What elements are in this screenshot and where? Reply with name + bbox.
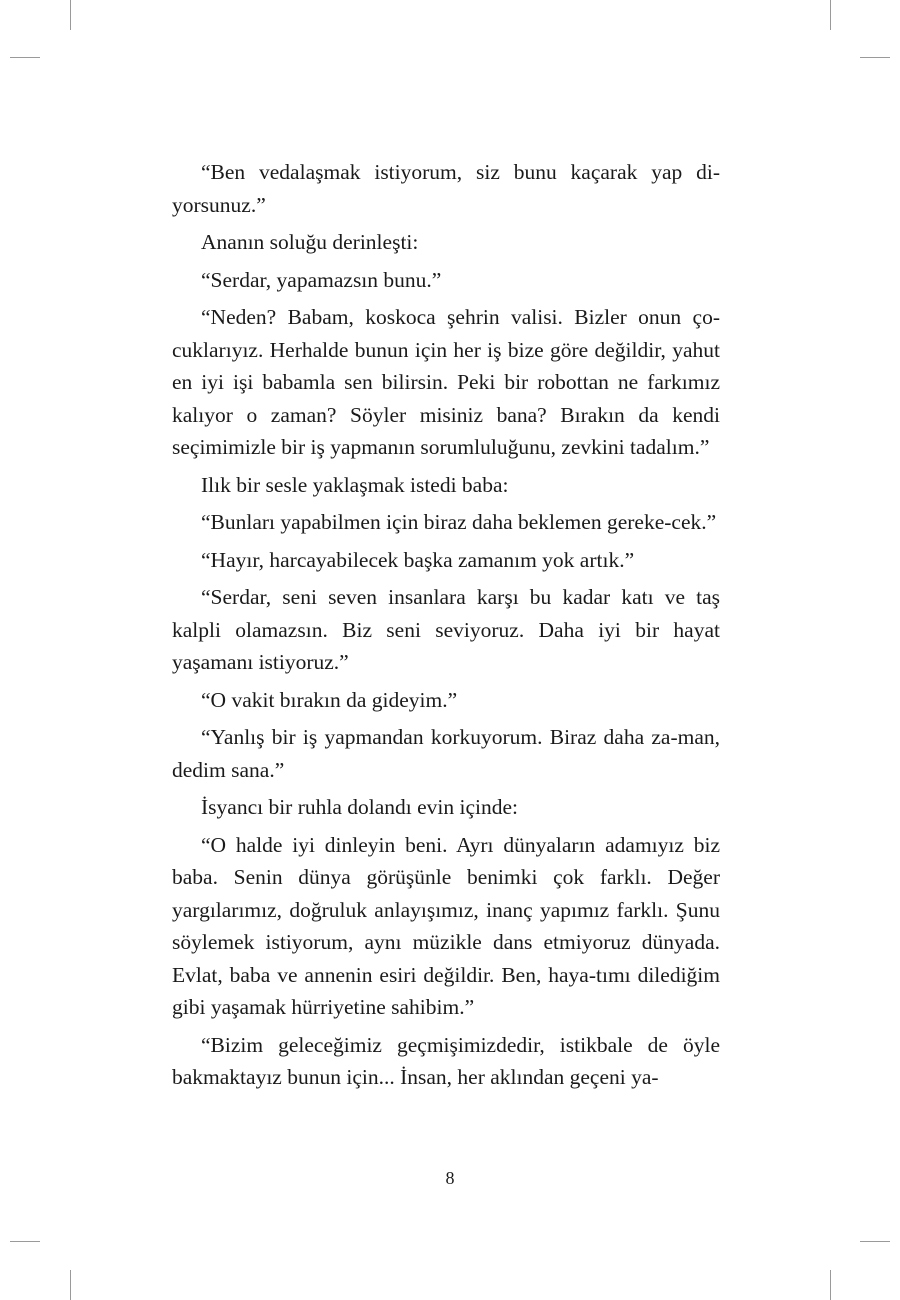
paragraph: “O vakit bırakın da gideyim.” xyxy=(201,687,458,712)
paragraph: “Bizim geleceğimiz geçmişimizdedir, istikbale de öyle bakmaktayız bunun için... İnsan, her aklından geçeni ya- xyxy=(172,1032,720,1089)
paragraph: Ilık bir sesle yaklaşmak istedi baba: xyxy=(201,472,509,497)
paragraph: “Neden? Babam, koskoca şehrin valisi. Bizler onun ço-cuklarıyız. Herhalde bunun için her iş bize göre değildir, yahut en iyi işi babamla sen bilirsin. Peki bir robottan ne farkımız kalıyor o zaman? Söyler misiniz bana? Bırakın da kendi seçimimizle bir iş yapmanın sorumluluğunu, zevkini tadalım.” xyxy=(172,305,720,459)
paragraph: “Bunları yapabilmen için biraz daha beklemen gereke-cek.” xyxy=(201,510,717,534)
crop-mark-top-left-vertical xyxy=(70,0,71,30)
page-number: 8 xyxy=(445,1168,455,1188)
paragraph: Ananın soluğu derinleşti: xyxy=(201,230,419,254)
paragraph: “Yanlış bir iş yapmandan korkuyorum. Biraz daha za-man, dedim sana.” xyxy=(172,725,720,782)
crop-mark-top-right-horizontal xyxy=(860,57,890,58)
crop-mark-top-left-horizontal xyxy=(10,57,40,58)
paragraph: İsyancı bir ruhla dolandı evin içinde: xyxy=(201,795,519,819)
paragraph: “Ben vedalaşmak istiyorum, siz bunu kaçarak yap di-yorsunuz.” xyxy=(172,160,720,217)
paragraph: “O halde iyi dinleyin beni. Ayrı dünyaların adamıyız biz baba. Senin dünya görüşünle benimki çok farklı. Değer yargılarımız, doğruluk anlayışımız, inanç yapımız farklı. Şunu söylemek istiyorum, aynı müzikle dans etmiyoruz dünyada. Evlat, baba ve annenin esiri değildir. Ben, haya-tımı dilediğim gibi yaşamak hürriyetine sahibim.” xyxy=(172,832,720,1019)
crop-mark-bottom-right-vertical xyxy=(830,1270,831,1300)
paragraph: “Serdar, seni seven insanlara karşı bu kadar katı ve taş kalpli olamazsın. Biz seni seviyoruz. Daha iyi bir hayat yaşamanı istiyoruz.” xyxy=(172,585,720,674)
crop-mark-bottom-right-horizontal xyxy=(860,1241,890,1242)
crop-mark-bottom-left-horizontal xyxy=(10,1241,40,1242)
paragraph: “Serdar, yapamazsın bunu.” xyxy=(201,267,442,292)
crop-mark-top-right-vertical xyxy=(830,0,831,30)
paragraph: “Hayır, harcayabilecek başka zamanım yok artık.” xyxy=(201,547,635,572)
body-text xyxy=(172,156,720,1099)
crop-mark-bottom-left-vertical xyxy=(70,1270,71,1300)
